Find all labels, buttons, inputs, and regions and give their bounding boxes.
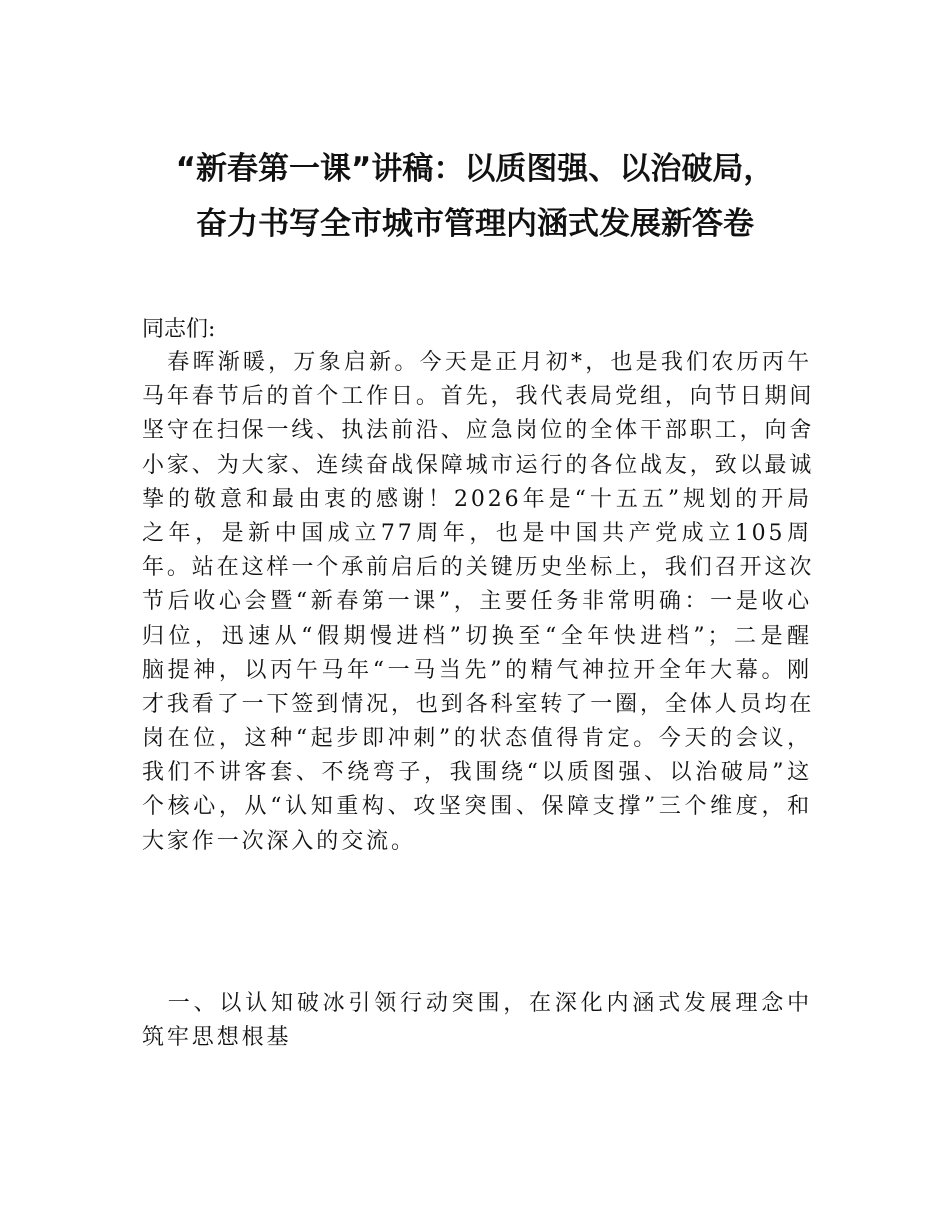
paragraph-line: 小家、为大家、连续奋战保障城市运行的各位战友，致以最诚 bbox=[142, 452, 815, 478]
paragraph-line: 个核心，从“认知重构、攻坚突围、保障支撑”三个维度，和 bbox=[142, 794, 812, 820]
paragraph-line: 大家作一次深入的交流。 bbox=[142, 828, 416, 854]
paragraph-line: 脑提神，以丙午马年“一马当先”的精气神拉开全年大幕。刚 bbox=[142, 657, 812, 683]
paragraph-line: 节后收心会暨“新春第一课”，主要任务非常明确：一是收心 bbox=[142, 589, 812, 615]
heading-line: 一、以认知破冰引领行动突围，在深化内涵式发展理念中 bbox=[142, 991, 812, 1016]
paragraph-line: 才我看了一下签到情况，也到各科室转了一圈，全体人员均在 bbox=[142, 691, 815, 717]
paragraph-line: 我们不讲客套、不绕弯子，我围绕“以质图强、以治破局”这 bbox=[142, 760, 812, 786]
section-heading-1 bbox=[142, 987, 812, 1055]
paragraph-line: 岗在位，这种“起步即冲刺”的状态值得肯定。今天的会议， bbox=[142, 726, 812, 752]
paragraph-line: 春晖渐暖，万象启新。今天是正月初*，也是我们农历丙午 bbox=[142, 350, 812, 375]
salutation: 同志们: bbox=[142, 317, 216, 342]
document-title-line-1: “新春第一课”讲稿：以质图强、以治破局， bbox=[175, 151, 775, 187]
document-title-line-2: 奋力书写全市城市管理内涵式发展新答卷 bbox=[196, 206, 754, 242]
paragraph-1 bbox=[142, 346, 815, 859]
paragraph-line: 挚的敬意和最由衷的感谢！2026年是“十五五”规划的开局 bbox=[142, 486, 812, 512]
paragraph-line: 马年春节后的首个工作日。首先，我代表局党组，向节日期间 bbox=[142, 384, 815, 410]
paragraph-line: 归位，迅速从“假期慢进档”切换至“全年快进档”；二是醒 bbox=[142, 623, 812, 649]
heading-line: 筑牢思想根基 bbox=[142, 1025, 292, 1051]
paragraph-line: 之年，是新中国成立77周年，也是中国共产党成立105周 bbox=[142, 520, 812, 546]
paragraph-line: 坚守在扫保一线、执法前沿、应急岗位的全体干部职工，向舍 bbox=[142, 418, 815, 444]
paragraph-line: 年。站在这样一个承前启后的关键历史坐标上，我们召开这次 bbox=[142, 555, 815, 581]
